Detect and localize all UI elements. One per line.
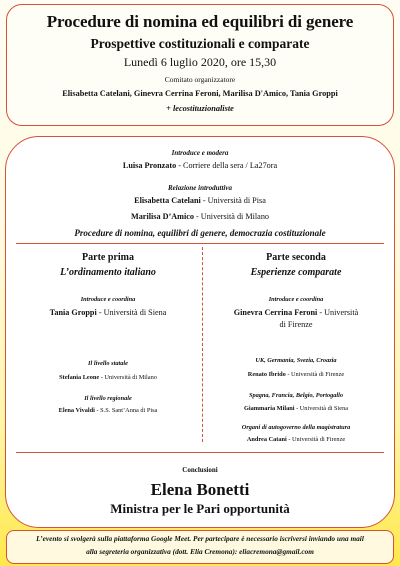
moderator-name: Luisa Pronzato — [122, 161, 177, 170]
committee-members: Elisabetta Catelani, Ginevra Cerrina Feroni, Marilisa D'Amico, Tania Groppi — [62, 89, 338, 98]
committee-extra-plus: + — [166, 104, 171, 113]
part1-coord-label: Introduce e coordina — [80, 296, 136, 303]
part2-topic2: Spagna, Francia, Belgio, Portogallo — [248, 392, 344, 399]
part2-speaker2-affiliation: - Università di Siena — [296, 405, 349, 412]
conclusions-name: Elena Bonetti — [150, 480, 250, 499]
intro-talk-title: Procedure di nomina, equilibri di genere, democrazia costituzionale — [74, 228, 326, 238]
part1-speaker1-name: Stefania Leone — [59, 374, 100, 381]
part2-topic3: Organi di autogoverno della magistratura — [241, 424, 351, 431]
part1-speaker2-affiliation: - S.S. Sant’Anna di Pisa — [96, 407, 158, 414]
part2-speaker3 — [208, 436, 384, 443]
part1-speaker1 — [16, 374, 200, 381]
part2-speaker1-affiliation: - Università di Firenze — [287, 371, 345, 378]
intro-speaker-1 — [6, 196, 394, 205]
intro-speaker-2-name: Marilisa D’Amico — [130, 212, 194, 221]
part2-speaker2 — [208, 405, 384, 412]
committee-extra-name: lecostituzionaliste — [172, 104, 234, 113]
intro-speaker-2-affiliation: - Università di Milano — [196, 212, 270, 221]
part2-speaker2-name: Giammaria Milani — [243, 405, 295, 412]
part1-topic1: Il livello statale — [88, 360, 128, 367]
committee-extra — [7, 104, 393, 113]
part2-speaker1 — [208, 371, 384, 378]
footer-box — [6, 530, 394, 564]
part2-coord-affiliation-1: - Università — [319, 308, 359, 317]
part1-speaker1-affiliation: - Università di Milano — [100, 374, 157, 381]
event-title: Procedure di nomina ed equilibri di genere — [46, 12, 354, 31]
part1-subtitle: L’ordinamento italiano — [60, 267, 156, 278]
committee-label: Comitato organizzatore — [164, 75, 236, 84]
part1-topic2: Il livello regionale — [84, 395, 132, 402]
intro-speaker-2 — [6, 212, 394, 221]
header-box — [6, 4, 394, 126]
divider-bottom — [16, 452, 384, 453]
part2-coord-name: Ginevra Cerrina Feroni — [233, 308, 318, 317]
part2-speaker1-name: Renato Ibrido — [247, 371, 286, 378]
part1-coord-affiliation: - Università di Siena — [98, 308, 167, 317]
part1-coord-name: Tania Groppi — [49, 308, 97, 317]
part2-speaker3-affiliation: - Università di Firenze — [288, 436, 346, 443]
part2-speaker3-name: Andrea Catani — [246, 436, 287, 443]
intro-speaker-1-affiliation: - Università di Pisa — [202, 196, 266, 205]
footer-line-2: alla segreteria organizzativa (dott. Elia Cremona): eliacremona@gmail.com — [86, 547, 314, 556]
part2-subtitle: Esperienze comparate — [250, 267, 342, 278]
conclusions-role: Ministra per le Pari opportunità — [110, 501, 290, 516]
divider-top — [16, 243, 384, 244]
program-box — [5, 136, 395, 528]
part2-coord-affiliation-2: di Firenze — [279, 320, 313, 329]
part1-coord — [16, 308, 200, 317]
part1-speaker2 — [16, 407, 200, 414]
part1-title: Parte prima — [82, 252, 134, 263]
column-divider — [202, 247, 203, 442]
moderator-line — [6, 161, 394, 170]
part2-title: Parte seconda — [266, 252, 326, 263]
intro-speaker-1-name: Elisabetta Catelani — [134, 196, 201, 205]
relazione-label: Relazione introduttiva — [168, 184, 232, 192]
conclusions-label: Conclusioni — [182, 466, 218, 474]
part2-topic1: UK, Germania, Svezia, Croazia — [255, 357, 337, 364]
intro-label: Introduce e modera — [171, 149, 229, 157]
part2-coord-label: Introduce e coordina — [268, 296, 324, 303]
footer-line-1: L’evento si svolgerà sulla piattaforma Google Meet. Per partecipare è necessario iscriversi inviando una mail — [36, 534, 364, 543]
moderator-affiliation: - Corriere della sera / La27ora — [178, 161, 278, 170]
part1-speaker2-name: Elena Vivaldi — [58, 407, 95, 414]
event-date: Lunedì 6 luglio 2020, ore 15,30 — [123, 55, 277, 69]
event-subtitle: Prospettive costituzionali e comparate — [90, 36, 310, 51]
part2-coord — [208, 308, 384, 317]
